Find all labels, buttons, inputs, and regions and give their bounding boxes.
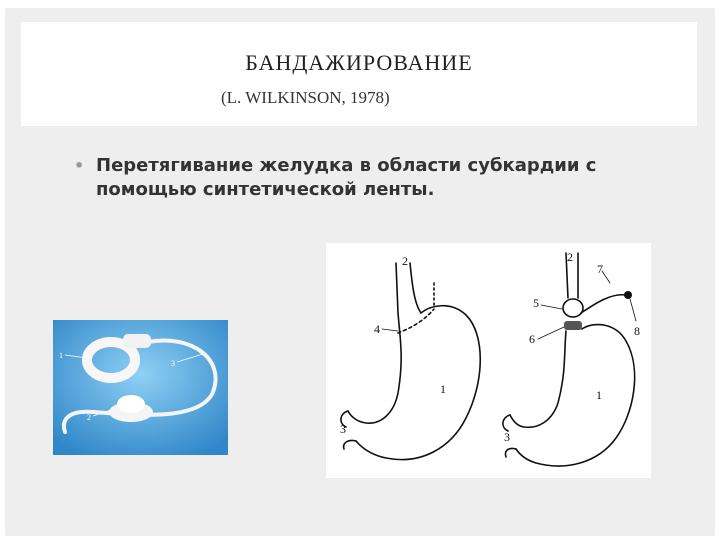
right-label-7: 7 — [597, 262, 603, 276]
slide-subtitle: (L. WILKINSON, 1978) — [221, 88, 390, 107]
photo-label-3: 3 — [171, 359, 175, 368]
gastric-band-photo — [53, 320, 228, 455]
bullet-icon: • — [74, 156, 85, 175]
left-pointer-4 — [382, 329, 398, 331]
right-label-1: 1 — [596, 388, 602, 402]
left-label-2: 2 — [402, 254, 408, 268]
right-pointer-7 — [602, 271, 610, 283]
bullet-text: Перетягивание желудка в области субкардии с помощью синтетической ленты. — [96, 155, 597, 200]
stomach-diagram-svg — [326, 243, 651, 478]
left-label-4: 4 — [374, 322, 380, 336]
left-stomach-greater-curve — [356, 263, 480, 460]
left-stomach-lesser-curve — [348, 263, 401, 423]
right-stomach-lesser-curve — [510, 331, 566, 427]
gastric-band-image — [53, 320, 228, 455]
right-tube — [581, 295, 626, 313]
photo-label-2: 2 — [87, 413, 91, 422]
left-label-1: 1 — [440, 382, 446, 396]
photo-label-1: 1 — [59, 351, 63, 360]
right-label-3: 3 — [504, 430, 510, 444]
left-label-3: 3 — [340, 422, 346, 436]
right-label-5: 5 — [533, 296, 539, 310]
right-band-ring — [564, 321, 582, 330]
port-top — [117, 395, 145, 413]
slide-title: БАНДАЖИРОВАНИЕ — [245, 50, 473, 75]
stomach-diagram — [326, 243, 651, 478]
bullet-item — [74, 154, 674, 202]
right-label-2: 2 — [567, 250, 573, 264]
band-buckle — [123, 334, 151, 348]
right-pointer-5 — [541, 305, 562, 309]
right-pointer-6 — [538, 327, 564, 339]
right-pointer-8 — [630, 299, 636, 321]
right-pouch — [563, 299, 583, 317]
right-label-6: 6 — [529, 332, 535, 346]
title-box — [21, 22, 697, 126]
right-label-8: 8 — [634, 324, 640, 338]
left-band-line — [398, 309, 434, 333]
right-port — [624, 291, 632, 299]
